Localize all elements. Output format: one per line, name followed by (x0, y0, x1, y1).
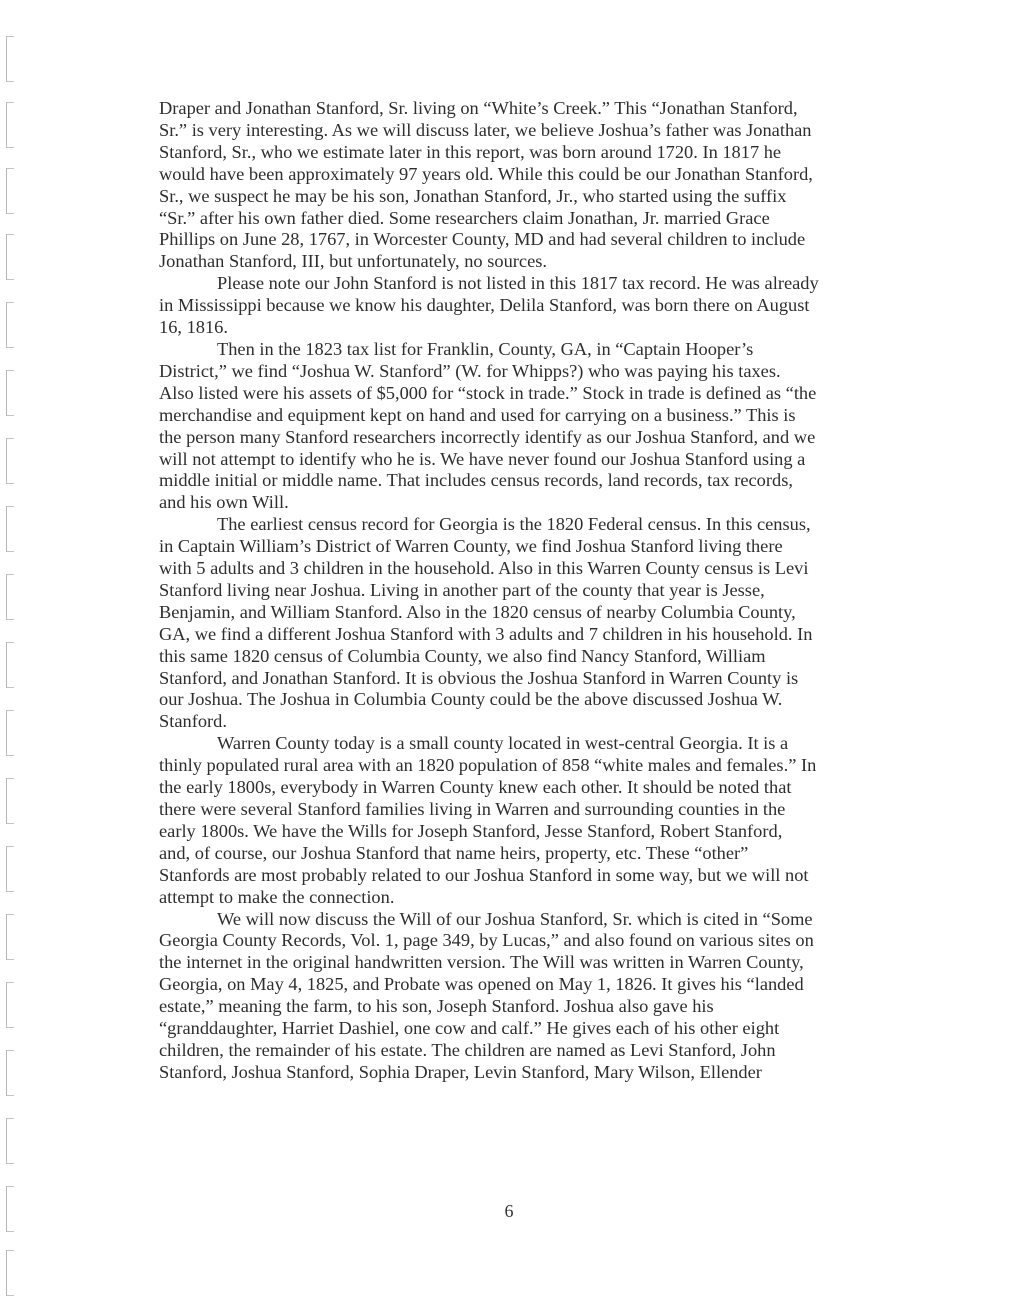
binder-hole-mark (6, 370, 14, 416)
paragraph: We will now discuss the Will of our Joshua Stanford, Sr. which is cited in “Some Georgia County Records, Vol. 1, page 349, by Lucas,” and also found on various sites on the internet in the original handwritten version. The Will was written in Warren County, Georgia, on May 4, 1825, and Probate was opened on May 1, 1826. It gives his “landed estate,” meaning the farm, to his son, Joseph Stanford. Joshua also gave his “granddaughter, Harriet Dashiel, one cow and calf.” He gives each of his other eight children, the remainder of his estate. The children are named as Levi Stanford, John Stanford, Joshua Stanford, Sophia Draper, Levin Stanford, Mary Wilson, Ellender (159, 908, 814, 1082)
binder-hole-mark (6, 506, 14, 552)
binder-hole-mark (6, 168, 14, 214)
paragraph: Draper and Jonathan Stanford, Sr. living on “White’s Creek.” This “Jonathan Stanford, Sr.” is very interesting. As we will discuss later, we believe Joshua’s father was Jonathan Stanford, Sr., who we estimate later in this report, was born around 1720. In 1817 he would have been approximately 97 years old. While this could be our Jonathan Stanford, Sr., we suspect he may be his son, Jonathan Stanford, Jr., who started using the suffix “Sr.” after his own father died. Some researchers claim Jonathan, Jr. married Grace Phillips on June 28, 1767, in Worcester County, MD and had several children to include Jonathan Stanford, III, but unfortunately, no sources. (159, 98, 813, 272)
binder-hole-mark (6, 438, 14, 484)
paragraph: Warren County today is a small county located in west-central Georgia. It is a thinly populated rural area with an 1820 population of 858 “white males and females.” In the early 1800s, everybody in Warren County knew each other. It should be noted that there were several Stanford families living in Warren and surrounding counties in the early 1800s. We have the Wills for Joseph Stanford, Jesse Stanford, Robert Stanford, and, of course, our Joshua Stanford that name heirs, property, etc. These “other” Stanfords are most probably related to our Joshua Stanford in some way, but we will not attempt to make the connection. (159, 733, 817, 907)
binder-hole-mark (6, 36, 14, 82)
binder-hole-mark (6, 102, 14, 148)
binder-hole-mark (6, 1050, 14, 1096)
binder-hole-mark (6, 846, 14, 892)
page-number: 6 (504, 1201, 514, 1221)
paragraph: Then in the 1823 tax list for Franklin, County, GA, in “Captain Hooper’s District,” we find “Joshua W. Stanford” (W. for Whipps?) who was paying his taxes. Also listed were his assets of $5,000 for “stock in trade.” Stock in trade is defined as “the merchandise and equipment kept on hand and used for carrying on a business.” This is the person many Stanford researchers incorrectly identify as our Joshua Stanford, and we will not attempt to identify who he is. We have never found our Joshua Stanford using a middle initial or middle name. That includes census records, land records, tax records, and his own Will. (159, 338, 817, 513)
binder-hole-mark (6, 642, 14, 688)
binder-hole-mark (6, 710, 14, 756)
binder-hole-strip (0, 0, 24, 1315)
binder-hole-mark (6, 234, 14, 280)
binder-hole-mark (6, 982, 14, 1028)
binder-hole-mark (6, 302, 14, 348)
paragraph: The earliest census record for Georgia is the 1820 Federal census. In this census, in Captain William’s District of Warren County, we find Joshua Stanford living there with 5 adults and 3 children in the household. Also in this Warren County census is Levi Stanford living near Joshua. Living in another part of the county that year is Jesse, Benjamin, and William Stanford. Also in the 1820 census of nearby Columbia County, GA, we find a different Joshua Stanford with 3 adults and 7 children in his household. In this same 1820 census of Columbia County, we also find Nancy Stanford, William Stanford, and Jonathan Stanford. It is obvious the Joshua Stanford in Warren County is our Joshua. The Joshua in Columbia County could be the above discussed Joshua W. Stanford. (159, 514, 813, 732)
binder-hole-mark (6, 778, 14, 824)
page-body (159, 98, 899, 1084)
binder-hole-mark (6, 1118, 14, 1164)
paragraph: Please note our John Stanford is not listed in this 1817 tax record. He was already in Mississippi because we know his daughter, Delila Stanford, was born there on August 16, 1816. (159, 273, 819, 338)
binder-hole-mark (6, 574, 14, 620)
binder-hole-mark (6, 914, 14, 960)
binder-hole-mark (6, 1250, 14, 1296)
